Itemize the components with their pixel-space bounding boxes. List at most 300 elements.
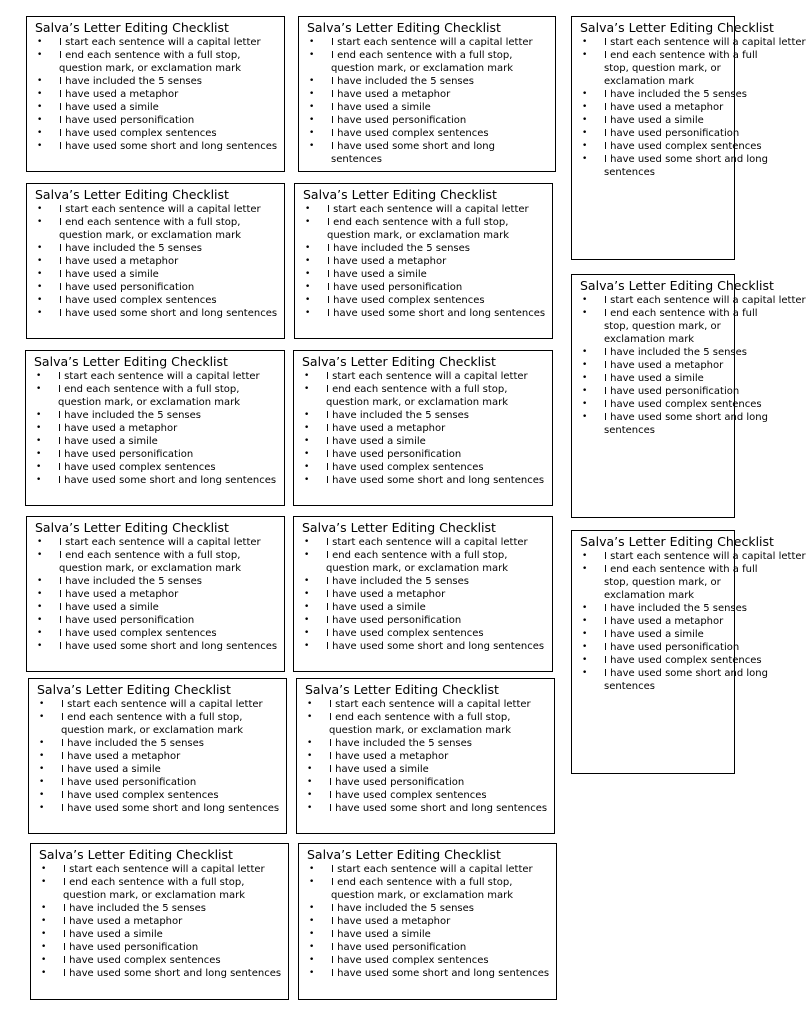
bullet-icon: • bbox=[37, 295, 43, 305]
checklist-item-text: I have included the 5 senses bbox=[604, 89, 748, 100]
checklist-item-text: I have used a metaphor bbox=[63, 916, 183, 927]
checklist-item bbox=[580, 153, 774, 179]
bullet-icon: • bbox=[582, 603, 588, 613]
checklist-item bbox=[307, 954, 550, 967]
checklist-item-text: I end each sentence with a full stop, question mark, or exclamation mark bbox=[59, 217, 242, 241]
bullet-icon: • bbox=[304, 384, 310, 394]
checklist-title: Salva’s Letter Editing Checklist bbox=[305, 682, 499, 697]
checklist-item-text: I have used complex sentences bbox=[59, 295, 217, 306]
checklist-item bbox=[35, 281, 278, 294]
checklist-item-text: I start each sentence will a capital letter bbox=[59, 204, 261, 215]
checklist-item-text: I have used personification bbox=[604, 386, 740, 397]
checklist-title: Salva’s Letter Editing Checklist bbox=[35, 187, 229, 202]
checklist-item-text: I end each sentence with a full stop, question mark, or exclamation mark bbox=[604, 308, 758, 345]
checklist-item bbox=[35, 640, 278, 653]
bullet-icon: • bbox=[582, 399, 588, 409]
checklist-item-text: I have used a simile bbox=[59, 602, 159, 613]
checklist-item-text: I start each sentence will a capital letter bbox=[604, 295, 806, 306]
checklist-item bbox=[307, 88, 549, 101]
checklist-item bbox=[303, 294, 546, 307]
checklist-items bbox=[302, 536, 546, 653]
checklist-item bbox=[305, 698, 548, 711]
checklist-item bbox=[307, 75, 549, 88]
bullet-icon: • bbox=[305, 308, 311, 318]
bullet-icon: • bbox=[309, 37, 315, 47]
checklist-item bbox=[580, 628, 728, 641]
checklist-item bbox=[307, 876, 550, 902]
bullet-icon: • bbox=[41, 864, 47, 874]
checklist-items bbox=[35, 203, 278, 320]
checklist-item-text: I have used personification bbox=[59, 615, 195, 626]
bullet-icon: • bbox=[37, 269, 43, 279]
checklist-item-text: I start each sentence will a capital letter bbox=[604, 551, 806, 562]
bullet-icon: • bbox=[36, 436, 42, 446]
bullet-icon: • bbox=[304, 436, 310, 446]
checklist-item bbox=[39, 928, 282, 941]
bullet-icon: • bbox=[305, 243, 311, 253]
checklist-item-text: I have used some short and long sentences bbox=[61, 803, 280, 814]
bullet-icon: • bbox=[582, 102, 588, 112]
checklist-item bbox=[307, 941, 550, 954]
checklist-item-text: I have used some short and long sentences bbox=[326, 641, 545, 652]
checklist-item-text: I have used a simile bbox=[329, 764, 429, 775]
checklist-item bbox=[580, 140, 762, 153]
checklist-item-text: I have used some short and long sentences bbox=[59, 641, 278, 652]
checklist-item-text: I end each sentence with a full stop, question mark, or exclamation mark bbox=[604, 50, 758, 87]
checklist-item bbox=[35, 127, 278, 140]
bullet-icon: • bbox=[36, 449, 42, 459]
checklist-item-text: I end each sentence with a full stop, question mark, or exclamation mark bbox=[331, 877, 514, 901]
bullet-icon: • bbox=[37, 204, 43, 214]
checklist-item-text: I start each sentence will a capital letter bbox=[331, 864, 533, 875]
checklist-item-text: I have used complex sentences bbox=[331, 955, 489, 966]
bullet-icon: • bbox=[37, 89, 43, 99]
checklist-item bbox=[39, 863, 282, 876]
checklist-item-text: I have used complex sentences bbox=[604, 399, 762, 410]
checklist-items bbox=[35, 36, 278, 153]
checklist-card bbox=[26, 516, 285, 672]
bullet-icon: • bbox=[582, 373, 588, 383]
checklist-item-text: I have included the 5 senses bbox=[326, 410, 470, 421]
bullet-icon: • bbox=[582, 37, 588, 47]
bullet-icon: • bbox=[37, 50, 43, 60]
checklist-item-text: I end each sentence with a full stop, question mark, or exclamation mark bbox=[61, 712, 244, 736]
bullet-icon: • bbox=[37, 217, 43, 227]
checklist-item-text: I have used a simile bbox=[331, 929, 431, 940]
checklist-item bbox=[302, 461, 546, 474]
checklist-item bbox=[580, 294, 806, 307]
checklist-item-text: I have used complex sentences bbox=[58, 462, 216, 473]
checklist-item bbox=[302, 575, 546, 588]
checklist-card bbox=[293, 350, 553, 506]
checklist-item-text: I end each sentence with a full stop, question mark, or exclamation mark bbox=[326, 550, 509, 574]
checklist-item bbox=[303, 281, 546, 294]
checklist-item-text: I end each sentence with a full stop, question mark, or exclamation mark bbox=[59, 550, 242, 574]
checklist-item-text: I have used some short and long sentences bbox=[59, 141, 278, 152]
checklist-item-text: I end each sentence with a full stop, question mark, or exclamation mark bbox=[327, 217, 510, 241]
bullet-icon: • bbox=[582, 551, 588, 561]
checklist-item bbox=[35, 36, 278, 49]
checklist-item-text: I start each sentence will a capital letter bbox=[329, 699, 531, 710]
checklist-item bbox=[305, 802, 548, 815]
checklist-item-text: I have used a simile bbox=[327, 269, 427, 280]
bullet-icon: • bbox=[36, 462, 42, 472]
checklist-item-text: I have used personification bbox=[604, 642, 740, 653]
checklist-item bbox=[302, 422, 546, 435]
checklist-item bbox=[307, 114, 549, 127]
checklist-title: Salva’s Letter Editing Checklist bbox=[35, 520, 229, 535]
checklist-item-text: I have included the 5 senses bbox=[327, 243, 471, 254]
checklist-item bbox=[302, 474, 546, 487]
checklist-item-text: I have used complex sentences bbox=[331, 128, 489, 139]
checklist-item bbox=[305, 737, 548, 750]
checklist-item bbox=[303, 268, 546, 281]
checklist-item-text: I start each sentence will a capital letter bbox=[326, 537, 528, 548]
checklist-card bbox=[296, 678, 555, 834]
checklist-item-text: I have used a simile bbox=[59, 102, 159, 113]
checklist-item-text: I have used some short and long sentences bbox=[604, 154, 768, 178]
bullet-icon: • bbox=[305, 256, 311, 266]
checklist-item bbox=[580, 372, 728, 385]
bullet-icon: • bbox=[304, 550, 310, 560]
checklist-item bbox=[37, 711, 280, 737]
checklist-item bbox=[307, 928, 550, 941]
checklist-item bbox=[35, 294, 278, 307]
checklist-item-text: I have used a metaphor bbox=[59, 256, 179, 267]
checklist-card bbox=[26, 16, 285, 172]
bullet-icon: • bbox=[37, 37, 43, 47]
checklist-items bbox=[37, 698, 280, 815]
bullet-icon: • bbox=[39, 764, 45, 774]
checklist-item-text: I have used some short and long sentences bbox=[604, 668, 768, 692]
checklist-item bbox=[303, 242, 546, 255]
checklist-item-text: I have used complex sentences bbox=[604, 141, 762, 152]
checklist-item bbox=[35, 588, 278, 601]
checklist-item-text: I have included the 5 senses bbox=[59, 576, 203, 587]
bullet-icon: • bbox=[307, 803, 313, 813]
bullet-icon: • bbox=[307, 738, 313, 748]
checklist-item bbox=[580, 667, 774, 693]
checklist-item bbox=[580, 36, 806, 49]
checklist-item bbox=[34, 383, 278, 409]
checklist-item-text: I start each sentence will a capital letter bbox=[59, 37, 261, 48]
checklist-item bbox=[37, 737, 280, 750]
checklist-item-text: I have used some short and long sentences bbox=[331, 141, 495, 165]
checklist-item-text: I have used complex sentences bbox=[329, 790, 487, 801]
checklist-item-text: I have used a simile bbox=[604, 115, 704, 126]
checklist-item bbox=[35, 549, 278, 575]
bullet-icon: • bbox=[304, 628, 310, 638]
bullet-icon: • bbox=[582, 412, 588, 422]
bullet-icon: • bbox=[582, 386, 588, 396]
bullet-icon: • bbox=[582, 295, 588, 305]
bullet-icon: • bbox=[309, 50, 315, 60]
checklist-title: Salva’s Letter Editing Checklist bbox=[580, 534, 774, 549]
checklist-item bbox=[580, 101, 728, 114]
bullet-icon: • bbox=[307, 764, 313, 774]
checklist-item bbox=[35, 601, 278, 614]
checklist-item-text: I have used some short and long sentences bbox=[604, 412, 768, 436]
checklist-item-text: I have used a metaphor bbox=[58, 423, 178, 434]
bullet-icon: • bbox=[37, 102, 43, 112]
checklist-item-text: I start each sentence will a capital letter bbox=[331, 37, 533, 48]
checklist-item bbox=[35, 203, 278, 216]
checklist-item-text: I have included the 5 senses bbox=[59, 243, 203, 254]
checklist-item-text: I have used personification bbox=[331, 942, 467, 953]
bullet-icon: • bbox=[37, 641, 43, 651]
bullet-icon: • bbox=[309, 877, 315, 887]
bullet-icon: • bbox=[39, 738, 45, 748]
checklist-item-text: I have used a metaphor bbox=[326, 589, 446, 600]
checklist-item-text: I have used some short and long sentences bbox=[327, 308, 546, 319]
checklist-item-text: I have used personification bbox=[326, 449, 462, 460]
checklist-title: Salva’s Letter Editing Checklist bbox=[39, 847, 233, 862]
checklist-item-text: I have included the 5 senses bbox=[604, 603, 748, 614]
checklist-item-text: I have included the 5 senses bbox=[329, 738, 473, 749]
checklist-item bbox=[302, 614, 546, 627]
checklist-item bbox=[303, 255, 546, 268]
checklist-card bbox=[571, 274, 806, 518]
bullet-icon: • bbox=[309, 929, 315, 939]
checklist-item bbox=[303, 307, 546, 320]
checklist-item-text: I have used a metaphor bbox=[329, 751, 449, 762]
bullet-icon: • bbox=[39, 790, 45, 800]
bullet-icon: • bbox=[39, 712, 45, 722]
bullet-icon: • bbox=[304, 615, 310, 625]
checklist-item bbox=[35, 101, 278, 114]
bullet-icon: • bbox=[307, 699, 313, 709]
bullet-icon: • bbox=[304, 371, 310, 381]
checklist-item bbox=[39, 967, 282, 980]
checklist-item bbox=[307, 915, 550, 928]
checklist-item-text: I have used some short and long sentences bbox=[63, 968, 282, 979]
checklist-item bbox=[302, 588, 546, 601]
checklist-item bbox=[39, 954, 282, 967]
checklist-item-text: I start each sentence will a capital letter bbox=[61, 699, 263, 710]
checklist-item-text: I start each sentence will a capital letter bbox=[326, 371, 528, 382]
checklist-item-text: I have used a simile bbox=[58, 436, 158, 447]
checklist-item bbox=[303, 216, 546, 242]
bullet-icon: • bbox=[304, 462, 310, 472]
checklist-item bbox=[35, 536, 278, 549]
checklist-item bbox=[34, 370, 278, 383]
checklist-item-text: I have used personification bbox=[604, 128, 740, 139]
checklist-item bbox=[35, 242, 278, 255]
checklist-title: Salva’s Letter Editing Checklist bbox=[307, 20, 501, 35]
checklist-item-text: I have used personification bbox=[61, 777, 197, 788]
bullet-icon: • bbox=[37, 308, 43, 318]
checklist-item-text: I have included the 5 senses bbox=[59, 76, 203, 87]
bullet-icon: • bbox=[582, 115, 588, 125]
checklist-item bbox=[39, 915, 282, 928]
checklist-item-text: I have used a metaphor bbox=[604, 360, 724, 371]
bullet-icon: • bbox=[305, 204, 311, 214]
bullet-icon: • bbox=[309, 916, 315, 926]
checklist-item bbox=[302, 383, 546, 409]
bullet-icon: • bbox=[37, 550, 43, 560]
bullet-icon: • bbox=[309, 76, 315, 86]
checklist-item-text: I end each sentence with a full stop, question mark, or exclamation mark bbox=[326, 384, 509, 408]
checklist-item-text: I have used personification bbox=[327, 282, 463, 293]
checklist-item bbox=[580, 49, 774, 88]
checklist-item bbox=[34, 422, 278, 435]
checklist-item-text: I have used a metaphor bbox=[604, 616, 724, 627]
checklist-items bbox=[302, 370, 546, 487]
checklist-item-text: I have included the 5 senses bbox=[61, 738, 205, 749]
checklist-item-text: I have used a simile bbox=[61, 764, 161, 775]
bullet-icon: • bbox=[36, 423, 42, 433]
checklist-item-text: I end each sentence with a full stop, question mark, or exclamation mark bbox=[331, 50, 514, 74]
checklist-item-text: I have used a simile bbox=[331, 102, 431, 113]
checklist-item-text: I have used personification bbox=[59, 282, 195, 293]
checklist-item-text: I have used a metaphor bbox=[61, 751, 181, 762]
checklist-item bbox=[35, 88, 278, 101]
bullet-icon: • bbox=[37, 243, 43, 253]
checklist-title: Salva’s Letter Editing Checklist bbox=[580, 20, 774, 35]
bullet-icon: • bbox=[304, 537, 310, 547]
checklist-item bbox=[35, 216, 278, 242]
checklist-item-text: I have used personification bbox=[329, 777, 465, 788]
checklist-item bbox=[303, 203, 546, 216]
bullet-icon: • bbox=[582, 128, 588, 138]
checklist-item bbox=[35, 268, 278, 281]
bullet-icon: • bbox=[307, 712, 313, 722]
checklist-item-text: I have used complex sentences bbox=[61, 790, 219, 801]
checklist-items bbox=[34, 370, 278, 487]
checklist-item-text: I have used a metaphor bbox=[331, 89, 451, 100]
bullet-icon: • bbox=[582, 616, 588, 626]
bullet-icon: • bbox=[304, 576, 310, 586]
bullet-icon: • bbox=[582, 154, 588, 164]
checklist-item-text: I have used some short and long sentences bbox=[329, 803, 548, 814]
bullet-icon: • bbox=[41, 955, 47, 965]
bullet-icon: • bbox=[39, 803, 45, 813]
bullet-icon: • bbox=[309, 942, 315, 952]
checklist-item bbox=[39, 941, 282, 954]
bullet-icon: • bbox=[304, 602, 310, 612]
checklist-item bbox=[580, 398, 762, 411]
checklist-item-text: I end each sentence with a full stop, question mark, or exclamation mark bbox=[58, 384, 241, 408]
bullet-icon: • bbox=[582, 629, 588, 639]
bullet-icon: • bbox=[37, 589, 43, 599]
checklist-item-text: I end each sentence with a full stop, question mark, or exclamation mark bbox=[604, 564, 758, 601]
checklist-item-text: I have used personification bbox=[63, 942, 199, 953]
checklist-card bbox=[28, 678, 287, 834]
checklist-item bbox=[305, 711, 548, 737]
checklist-item-text: I have used a metaphor bbox=[59, 589, 179, 600]
bullet-icon: • bbox=[37, 141, 43, 151]
checklist-item-text: I start each sentence will a capital letter bbox=[63, 864, 265, 875]
checklist-card bbox=[294, 183, 553, 339]
checklist-item-text: I have used some short and long sentences bbox=[59, 308, 278, 319]
checklist-item-text: I have included the 5 senses bbox=[326, 576, 470, 587]
checklist-item-text: I have used personification bbox=[326, 615, 462, 626]
checklist-item bbox=[580, 615, 728, 628]
bullet-icon: • bbox=[37, 628, 43, 638]
checklist-item bbox=[580, 602, 748, 615]
checklist-item-text: I start each sentence will a capital letter bbox=[327, 204, 529, 215]
checklist-title: Salva’s Letter Editing Checklist bbox=[37, 682, 231, 697]
checklist-item bbox=[37, 763, 280, 776]
checklist-item bbox=[34, 448, 278, 461]
checklist-item bbox=[35, 140, 278, 153]
checklist-item-text: I have used a metaphor bbox=[327, 256, 447, 267]
checklist-item bbox=[35, 114, 278, 127]
bullet-icon: • bbox=[582, 347, 588, 357]
checklist-item-text: I have used some short and long sentences bbox=[326, 475, 545, 486]
checklist-item-text: I have used a simile bbox=[326, 602, 426, 613]
checklist-title: Salva’s Letter Editing Checklist bbox=[34, 354, 228, 369]
checklist-card bbox=[293, 516, 553, 672]
checklist-card bbox=[26, 183, 285, 339]
bullet-icon: • bbox=[36, 475, 42, 485]
checklist-items bbox=[307, 863, 550, 980]
checklist-item-text: I end each sentence with a full stop, question mark, or exclamation mark bbox=[329, 712, 512, 736]
bullet-icon: • bbox=[582, 564, 588, 574]
bullet-icon: • bbox=[304, 589, 310, 599]
checklist-card bbox=[571, 530, 806, 774]
checklist-title: Salva’s Letter Editing Checklist bbox=[302, 354, 496, 369]
checklist-item bbox=[302, 409, 546, 422]
bullet-icon: • bbox=[39, 751, 45, 761]
checklist-items bbox=[580, 36, 806, 179]
bullet-icon: • bbox=[41, 903, 47, 913]
checklist-item-text: I start each sentence will a capital letter bbox=[59, 537, 261, 548]
checklist-items bbox=[307, 36, 549, 166]
bullet-icon: • bbox=[582, 668, 588, 678]
checklist-item bbox=[307, 140, 549, 166]
checklist-item bbox=[35, 75, 278, 88]
bullet-icon: • bbox=[305, 269, 311, 279]
checklist-item-text: I have used complex sentences bbox=[63, 955, 221, 966]
bullet-icon: • bbox=[582, 360, 588, 370]
bullet-icon: • bbox=[41, 942, 47, 952]
bullet-icon: • bbox=[309, 955, 315, 965]
checklist-item-text: I have included the 5 senses bbox=[604, 347, 748, 358]
checklist-item bbox=[580, 88, 748, 101]
checklist-item-text: I have used a simile bbox=[604, 373, 704, 384]
checklist-item bbox=[307, 967, 550, 980]
checklist-item bbox=[307, 36, 549, 49]
checklist-item-text: I have used a simile bbox=[604, 629, 704, 640]
checklist-item-text: I have used personification bbox=[58, 449, 194, 460]
bullet-icon: • bbox=[37, 128, 43, 138]
bullet-icon: • bbox=[582, 642, 588, 652]
checklist-item-text: I have included the 5 senses bbox=[58, 410, 202, 421]
checklist-item bbox=[37, 789, 280, 802]
checklist-item bbox=[39, 902, 282, 915]
checklist-item bbox=[302, 448, 546, 461]
checklist-card bbox=[571, 16, 806, 260]
checklist-item bbox=[580, 654, 762, 667]
bullet-icon: • bbox=[37, 115, 43, 125]
checklist-item-text: I have used a metaphor bbox=[59, 89, 179, 100]
checklist-item-text: I have included the 5 senses bbox=[331, 76, 475, 87]
checklist-item bbox=[35, 575, 278, 588]
checklist-card bbox=[25, 350, 285, 506]
checklist-item bbox=[580, 307, 774, 346]
checklist-item bbox=[580, 114, 728, 127]
bullet-icon: • bbox=[309, 128, 315, 138]
checklist-item bbox=[580, 563, 774, 602]
checklist-item-text: I have used complex sentences bbox=[327, 295, 485, 306]
checklist-item bbox=[34, 435, 278, 448]
checklist-item-text: I have used personification bbox=[59, 115, 195, 126]
checklist-item-text: I have used some short and long sentences bbox=[58, 475, 277, 486]
checklist-item bbox=[305, 789, 548, 802]
checklist-item bbox=[307, 863, 550, 876]
bullet-icon: • bbox=[37, 256, 43, 266]
